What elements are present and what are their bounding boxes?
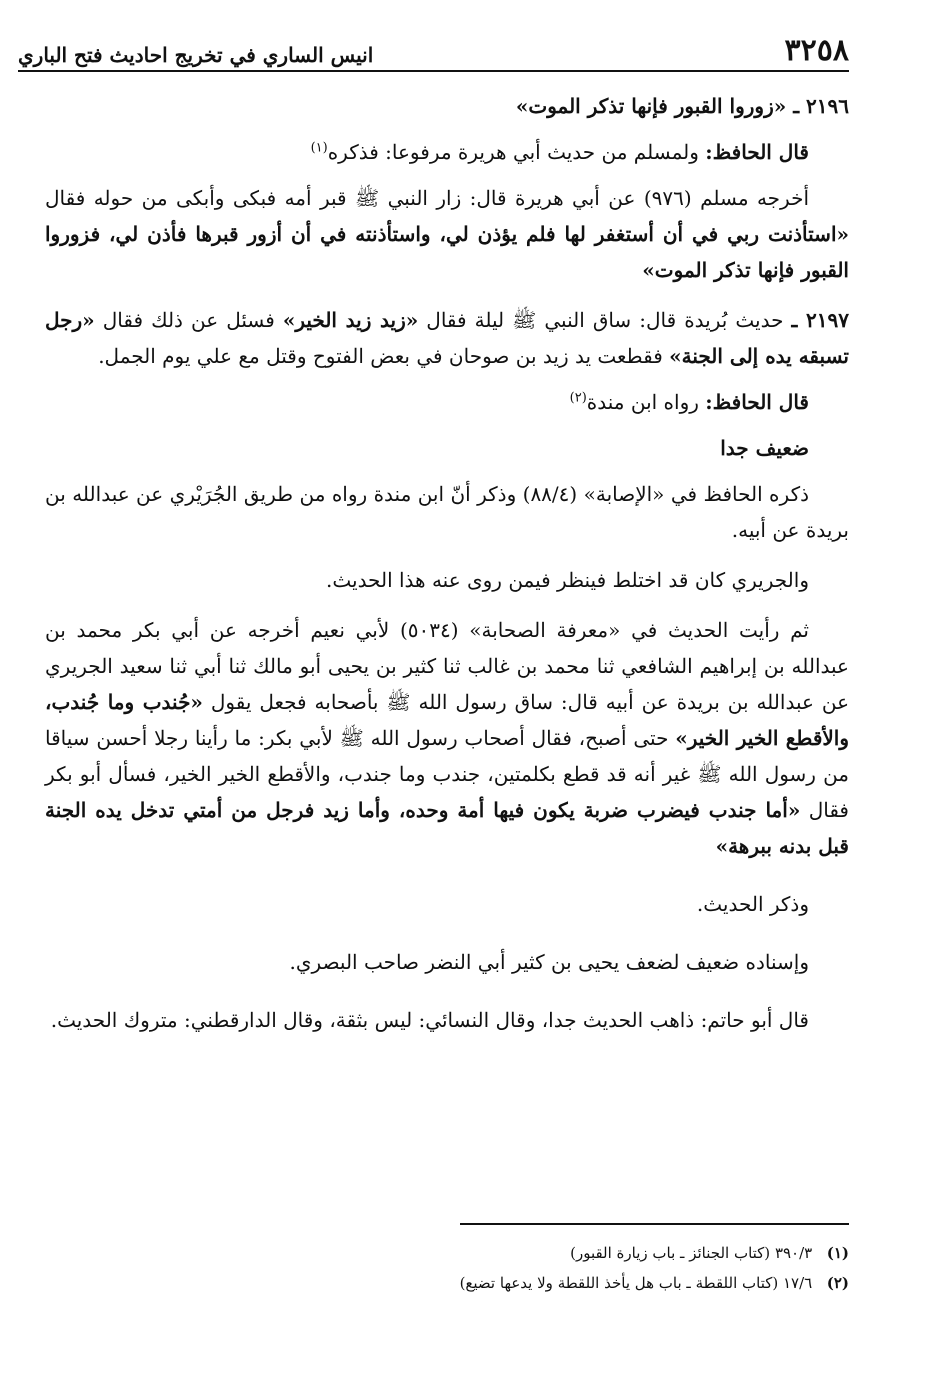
paragraph-dhakara: وذكر الحديث. (696, 892, 809, 916)
footnote-1: (١) ٣٩٠/٣ (كتاب الجنائز ـ باب زيارة القبور) (570, 1244, 849, 1262)
paragraph-isaba: ذكره الحافظ في «الإصابة» (٨٨/٤) وذكر أنّ ابن مندة رواه من طريق الجُرَيْري عن عبدالله بن بريدة عن أبيه. (45, 482, 849, 542)
footnote-ref-1[interactable]: (١) (310, 140, 328, 156)
page-number: ٣٢٥٨ (784, 33, 849, 68)
hadith-2196-takhrij: أخرجه مسلم (٩٧٦) عن أبي هريرة قال: زار النبي ﷺ قبر أمه فبكى وأبكى من حوله فقال «استأذنت ربي في أن أستغفر لها فلم يؤذن لي، واستأذنته في أن أزور قبرها فأذن لي، فزوروا القبور فإنها تذكر الموت» (45, 186, 849, 282)
paragraph-isnad: وإسناده ضعيف لضعف يحيى بن كثير أبي النضر صاحب البصري. (289, 950, 809, 974)
footnote-2: (٢) ١٧/٦ (كتاب اللقطة ـ باب هل يأخذ اللقطة ولا يدعها تضيع) (459, 1274, 849, 1292)
footnote-ref-2[interactable]: (٢) (569, 390, 587, 406)
hadith-2197-entry: ٢١٩٧ ـ حديث بُريدة قال: ساق النبي ﷺ ليلة فقال «زيد زيد الخير» فسئل عن ذلك فقال «رجل تسبقه يده إلى الجنة» فقطعت يد زيد بن صوحان في بعض الفتوح وقتل مع علي يوم الجمل. (45, 308, 850, 368)
hadith-2196-hafiz: قال الحافظ: ولمسلم من حديث أبي هريرة مرفوعا: فذكره$^{(١)}$ (310, 140, 809, 164)
hadith-2196-heading: ٢١٩٦ ـ «زوروا القبور فإنها تذكر الموت» (515, 94, 849, 118)
running-title: انيس الساري في تخريج احاديث فتح الباري (18, 43, 374, 67)
header-rule (18, 70, 849, 72)
paragraph-critics: قال أبو حاتم: ذاهب الحديث جدا، وقال النسائي: ليس بثقة، وقال الدارقطني: متروك الحديث. (50, 1008, 809, 1032)
footnote-rule (460, 1223, 849, 1225)
paragraph-abu-nuaym: ثم رأيت الحديث في «معرفة الصحابة» (٥٠٣٤) لأبي نعيم أخرجه عن أبي بكر محمد بن عبدالله بن إبراهيم الشافعي ثنا محمد بن غالب ثنا كثير بن يحيى أبو مالك ثنا أبي ثنا سعيد الجريري عن عبدالله بن بريدة عن أبيه قال: ساق رسول الله ﷺ بأصحابه فجعل يقول «جُندب وما جُندب، والأقطع الخير الخير» حتى أصبح، فقال أصحاب رسول الله ﷺ لأبي بكر: ما رأينا رجلا أحسن سياقا من رسول الله ﷺ غير أنه قد قطع بكلمتين، جندب وما جندب، والأقطع الخير الخير، فسأل أبو بكر فقال «أما جندب فيضرب ضربة يكون فيها أمة وحده، وأما زيد فرجل من أمتي تدخل يده الجنة قبل بدنه ببرهة» (45, 618, 850, 858)
hadith-grade: ضعيف جدا (720, 436, 809, 460)
hadith-2197-hafiz: قال الحافظ: رواه ابن مندة$^{(٢)}$ (569, 390, 809, 414)
page-header (18, 30, 849, 66)
main-text (45, 88, 849, 1038)
footnotes (45, 1238, 849, 1298)
paragraph-jurayri: والجريري كان قد اختلط فينظر فيمن روى عنه هذا الحديث. (326, 568, 809, 592)
